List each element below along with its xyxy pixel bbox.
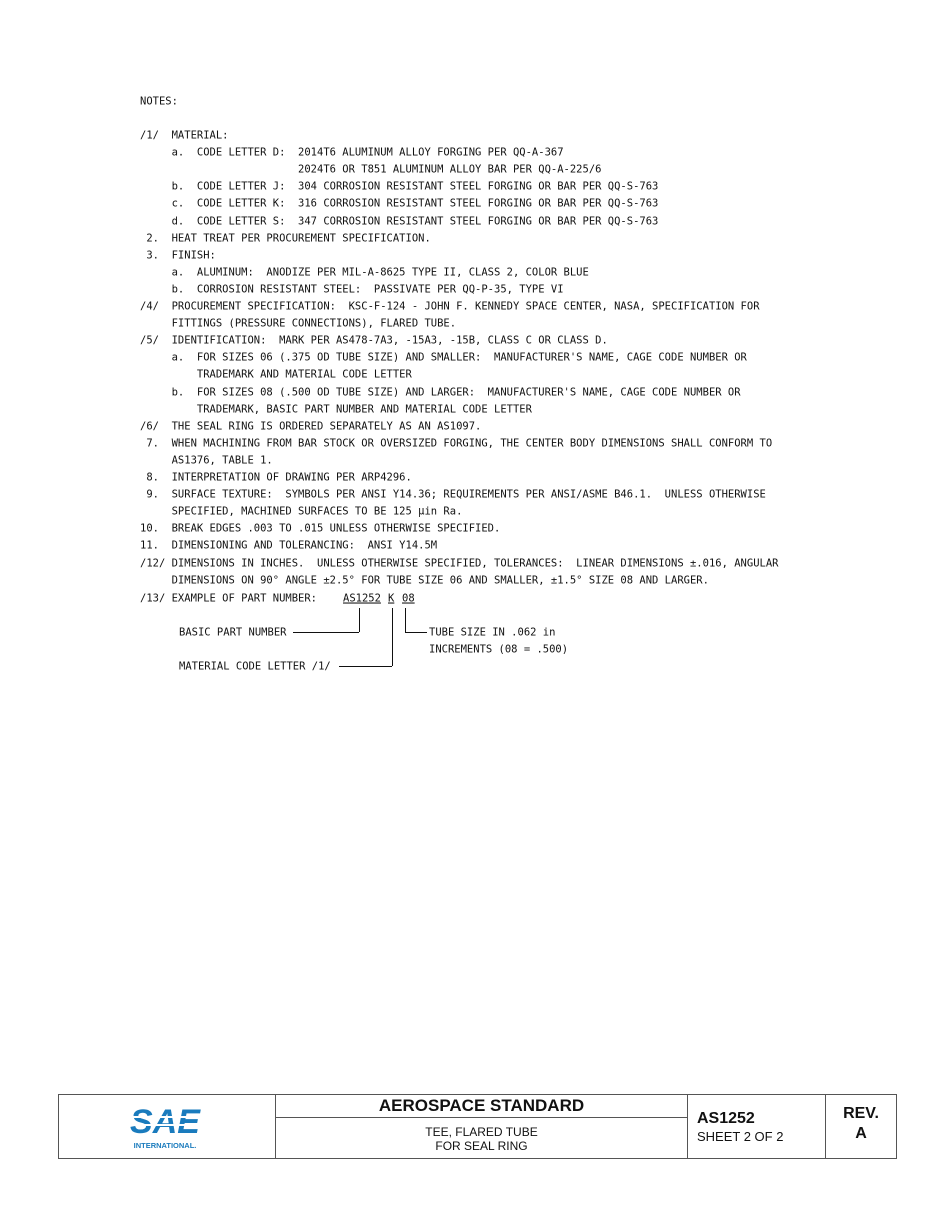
note-line: 10. BREAK EDGES .003 TO .015 UNLESS OTHERWISE SPECIFIED.: [140, 522, 501, 535]
note-line: 2024T6 OR T851 ALUMINUM ALLOY BAR PER QQ-A-225/6: [140, 163, 602, 176]
note-line: /1/ MATERIAL:: [140, 129, 229, 142]
leader-line-material-vertical: [392, 608, 393, 666]
note-line: a. FOR SIZES 06 (.375 OD TUBE SIZE) AND SMALLER: MANUFACTURER'S NAME, CAGE CODE NUMBER OR: [140, 351, 747, 364]
revision-value: A: [855, 1125, 867, 1142]
example-label: /13/ EXAMPLE OF PART NUMBER:: [140, 592, 318, 605]
note-line: 2. HEAT TREAT PER PROCUREMENT SPECIFICATION.: [140, 232, 431, 245]
sheet-number: SHEET 2 OF 2: [697, 1129, 784, 1144]
revision-cell: [826, 1095, 896, 1158]
material-code-callout: MATERIAL CODE LETTER /1/: [179, 660, 331, 673]
note-line: b. FOR SIZES 08 (.500 OD TUBE SIZE) AND LARGER: MANUFACTURER'S NAME, CAGE CODE NUMBER OR: [140, 386, 741, 399]
leader-line-tube-vertical: [405, 608, 406, 632]
sae-logo-subtext: INTERNATIONAL.: [133, 1141, 197, 1150]
document-number: AS1252: [697, 1110, 755, 1127]
note-line: 11. DIMENSIONING AND TOLERANCING: ANSI Y14.5M: [140, 539, 438, 552]
basic-part-number: AS1252: [343, 592, 381, 605]
note-line: FITTINGS (PRESSURE CONNECTIONS), FLARED TUBE.: [140, 317, 457, 330]
part-description: TEE, FLARED TUBE FOR SEAL RING: [425, 1125, 538, 1153]
notes-heading: NOTES:: [140, 95, 178, 108]
sae-logo: [129, 1103, 201, 1153]
note-line: b. CORROSION RESISTANT STEEL: PASSIVATE PER QQ-P-35, TYPE VI: [140, 283, 564, 296]
document-cell: [688, 1095, 826, 1158]
leader-line-basic-horizontal: [293, 632, 359, 633]
leader-line-material-horizontal: [339, 666, 392, 667]
note-line: /6/ THE SEAL RING IS ORDERED SEPARATELY AS AN AS1097.: [140, 420, 482, 433]
note-line: TRADEMARK AND MATERIAL CODE LETTER: [140, 368, 412, 381]
title-block: [58, 1094, 897, 1159]
basic-part-callout: BASIC PART NUMBER: [179, 626, 287, 639]
note-line: d. CODE LETTER S: 347 CORROSION RESISTANT STEEL FORGING OR BAR PER QQ-S-763: [140, 215, 659, 228]
note-line: 7. WHEN MACHINING FROM BAR STOCK OR OVERSIZED FORGING, THE CENTER BODY DIMENSIONS SHALL CONFORM TO: [140, 437, 773, 450]
note-line: AS1376, TABLE 1.: [140, 454, 273, 467]
note-line: 8. INTERPRETATION OF DRAWING PER ARP4296.: [140, 471, 412, 484]
logo-cell: [59, 1095, 276, 1158]
leader-line-tube-horizontal: [405, 632, 427, 633]
revision-label: REV.: [843, 1105, 879, 1122]
note-line: DIMENSIONS ON 90° ANGLE ±2.5° FOR TUBE SIZE 06 AND SMALLER, ±1.5° SIZE 08 AND LARGER.: [140, 574, 709, 587]
note-line: TRADEMARK, BASIC PART NUMBER AND MATERIAL CODE LETTER: [140, 403, 532, 416]
note-line: 9. SURFACE TEXTURE: SYMBOLS PER ANSI Y14.36; REQUIREMENTS PER ANSI/ASME B46.1. UNLESS OTHERWISE: [140, 488, 766, 501]
note-line: /4/ PROCUREMENT SPECIFICATION: KSC-F-124 - JOHN F. KENNEDY SPACE CENTER, NASA, SPECIFICATION FOR: [140, 300, 760, 313]
note-line: /5/ IDENTIFICATION: MARK PER AS478-7A3, -15A3, -15B, CLASS C OR CLASS D.: [140, 334, 608, 347]
sae-logo-letters: SAE: [130, 1103, 200, 1141]
note-line: a. ALUMINUM: ANODIZE PER MIL-A-8625 TYPE II, CLASS 2, COLOR BLUE: [140, 266, 589, 279]
note-line: SPECIFIED, MACHINED SURFACES TO BE 125 μin Ra.: [140, 505, 463, 518]
note-line: 3. FINISH:: [140, 249, 216, 262]
leader-line-basic-vertical: [359, 608, 360, 632]
note-line: a. CODE LETTER D: 2014T6 ALUMINUM ALLOY FORGING PER QQ-A-367: [140, 146, 564, 159]
tube-size-callout-line1: TUBE SIZE IN .062 in: [429, 626, 556, 639]
material-code-letter: K: [388, 592, 395, 605]
note-line: c. CODE LETTER K: 316 CORROSION RESISTANT STEEL FORGING OR BAR PER QQ-S-763: [140, 197, 659, 210]
note-line: b. CODE LETTER J: 304 CORROSION RESISTANT STEEL FORGING OR BAR PER QQ-S-763: [140, 180, 659, 193]
standard-title: AEROSPACE STANDARD: [276, 1095, 687, 1118]
tube-size-code: 08: [402, 592, 415, 605]
note-line: /12/ DIMENSIONS IN INCHES. UNLESS OTHERWISE SPECIFIED, TOLERANCES: LINEAR DIMENSIONS ±.016, ANGULAR: [140, 557, 779, 570]
tube-size-callout-line2: INCREMENTS (08 = .500): [429, 643, 569, 656]
title-cell: [276, 1095, 688, 1158]
